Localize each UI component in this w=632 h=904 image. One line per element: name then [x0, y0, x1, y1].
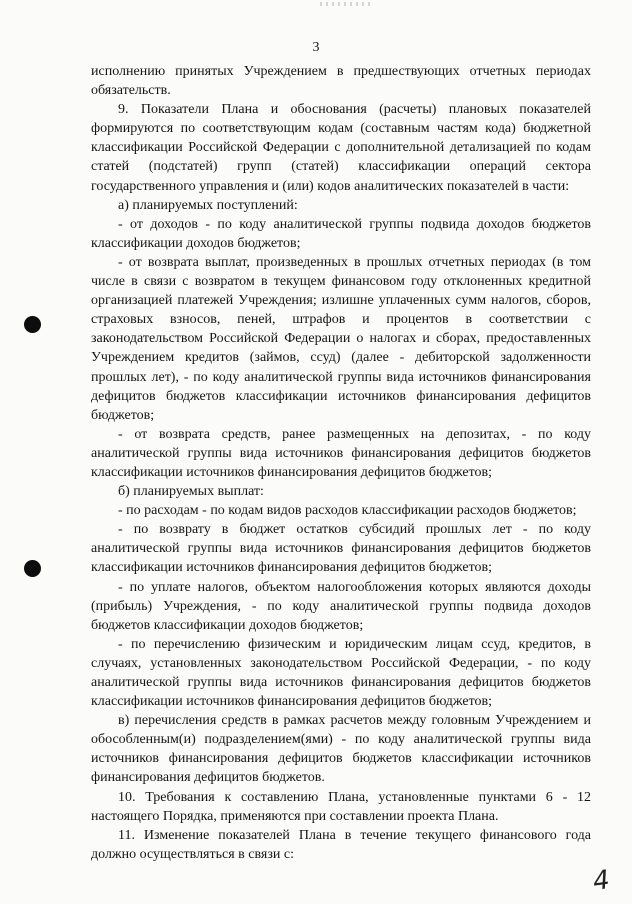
list-item: - по перечислению физическим и юридическим лицам ссуд, кредитов, в случаях, установленных законодательством Российской Федерации, - по коду аналитической группы вида источников финансирования дефицитов бюджетов классификации источников финансирования дефицитов бюджетов;	[91, 636, 591, 710]
paragraph-continuation: исполнению принятых Учреждением в предшествующих отчетных периодах обязательств.	[91, 64, 591, 99]
scan-artifact	[320, 2, 370, 6]
list-item: - от возврата выплат, произведенных в прошлых отчетных периодах (в том числе в связи с возвратом в текущем финансовом году отклоненных кредитной организацией платежей Учреждения; излишне уплаченных сумм налогов, сборов, страховых взносов, пеней, штрафов и процентов в соответствии с законодательством Российской Федерации о налогах и сборах, предоставленных Учреждением кредитов (займов, ссуд) (далее - дебиторской задолженности прошлых лет), - по коду аналитической группы вида источников финансирования дефицитов бюджетов классификации источников финансирования дефицитов бюджетов;	[91, 254, 591, 423]
list-item: - от возврата средств, ранее размещенных на депозитах, - по коду аналитической группы вида источников финансирования дефицитов бюджетов классификации источников финансирования дефицитов бюджетов;	[91, 426, 591, 480]
list-item: - от доходов - по коду аналитической группы подвида доходов бюджетов классификации доходов бюджетов;	[91, 216, 591, 251]
list-item: - по возврату в бюджет остатков субсидий прошлых лет - по коду аналитической группы вида источников финансирования дефицитов бюджетов классификации источников финансирования дефицитов бюджетов;	[91, 522, 591, 576]
subheading-planned-receipts: а) планируемых поступлений:	[118, 197, 298, 213]
list-item: - по расходам - по кодам видов расходов классификации расходов бюджетов;	[118, 503, 577, 519]
handwritten-sheet-number: 4	[590, 864, 612, 898]
paragraph-item-11: 11. Изменение показателей Плана в течение текущего финансового года должно осуществляться в связи с:	[91, 827, 591, 862]
paragraph-item-10: 10. Требования к составлению Плана, установленные пунктами 6 - 12 настоящего Порядка, применяются при составлении проекта Плана.	[91, 789, 591, 824]
page-number: 3	[312, 40, 320, 55]
binder-hole-top	[24, 316, 41, 333]
subheading-planned-payments: б) планируемых выплат:	[118, 484, 264, 500]
document-body	[91, 62, 591, 864]
paragraph-item-9: 9. Показатели Плана и обоснования (расчеты) плановых показателей формируются по соответствующим кодам (составным частям кода) бюджетной классификации Российской Федерации с дополнительной детализацией по кодам статей (подстатей) групп (статей) классификации операций сектора государственного управления и (или) кодов аналитических показателей в части:	[91, 102, 591, 194]
binder-hole-bottom	[24, 560, 41, 577]
list-item: - по уплате налогов, объектом налогообложения которых являются доходы (прибыль) Учреждения, - по коду аналитической группы подвида доходов бюджетов классификации доходов бюджетов;	[91, 579, 591, 633]
subheading-transfers: в) перечисления средств в рамках расчетов между головным Учреждением и обособленным(и) подразделением(ями) - по коду аналитической группы вида источников финансирования дефицитов бюджетов классификации источников финансирования дефицитов бюджетов.	[91, 713, 591, 786]
